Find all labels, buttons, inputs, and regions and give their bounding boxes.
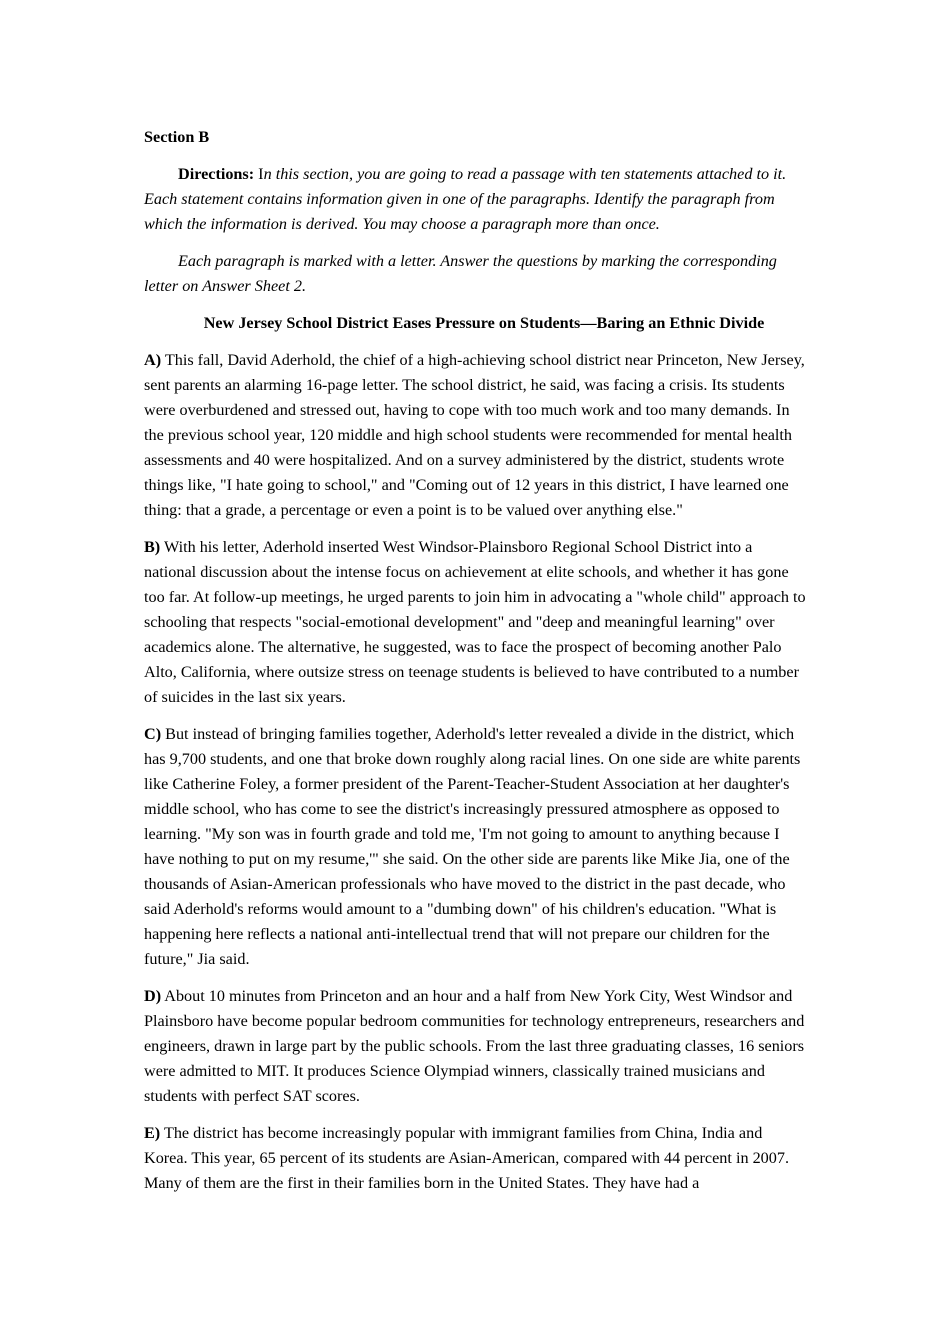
- section-heading: Section B: [144, 128, 210, 146]
- paragraph-letter: D): [144, 987, 162, 1005]
- directions-paragraph: [144, 162, 808, 237]
- passage-paragraph-d: [144, 984, 808, 1109]
- paragraph-text: With his letter, Aderhold inserted West Windsor-Plainsboro Regional School District into a national discussion about the intense focus on achievement at elite schools, and whether it has gone too far. At follow-up meetings, he urged parents to join him in advocating a "whole child" approach to schooling that respects "social-emotional development" and "deep and meaningful learning" over academics alone. The alternative, he suggested, was to face the prospect of becoming another Palo Alto, California, where outsize stress on teenage students is believed to have contributed to a number of suicides in the last six years.: [144, 538, 806, 706]
- paragraph-text: This fall, David Aderhold, the chief of a high-achieving school district near Princeton, New Jersey, sent parents an alarming 16-page letter. The school district, he said, was facing a crisis. Its students were overburdened and stressed out, having to cope with too much work and too many demands. In the previous school year, 120 middle and high school students were recommended for mental health assessments and 40 were hospitalized. And on a survey administered by the district, students wrote things like, "I hate going to school," and "Coming out of 12 years in this district, I have learned one thing: that a grade, a percentage or even a point is to be valued over anything else.": [144, 351, 805, 519]
- directions-instruction: Each paragraph is marked with a letter. Answer the questions by marking the corresponding letter on Answer Sheet 2.: [144, 252, 777, 295]
- paragraph-letter: C): [144, 725, 162, 743]
- paragraph-text: The district has become increasingly popular with immigrant families from China, India and Korea. This year, 65 percent of its students are Asian-American, compared with 44 percent in 2007. Many of them are the first in their families born in the United States. They have had a: [144, 1124, 790, 1192]
- paragraph-text: But instead of bringing families together, Aderhold's letter revealed a divide in the district, which has 9,700 students, and one that broke down roughly along racial lines. On one side are white parents like Catherine Foley, a former president of the Parent-Teacher-Student Association at her daughter's middle school, who has come to see the district's increasingly pressured atmosphere as opposed to learning. "My son was in fourth grade and told me, 'I'm not going to amount to anything because I have nothing to put on my resume,'" she said. On the other side are parents like Mike Jia, one of the thousands of Asian-American professionals who have moved to the district in the past decade, who said Aderhold's reforms would amount to a "dumbing down" of his children's education. "What is happening here reflects a national anti-intellectual trend that will not prepare our children for the future," Jia said.: [144, 725, 801, 968]
- passage-paragraph-c: [144, 722, 808, 972]
- paragraph-text: About 10 minutes from Princeton and an hour and a half from New York City, West Windsor and Plainsboro have become popular bedroom communities for technology entrepreneurs, researchers and engineers, drawn in large part by the public schools. From the last three graduating classes, 16 seniors were admitted to MIT. It produces Science Olympiad winners, classically trained musicians and students with perfect SAT scores.: [144, 987, 805, 1105]
- paragraph-letter: A): [144, 351, 162, 369]
- directions-text: n this section, you are going to read a passage with ten statements attached to it. Each statement contains information given in one of the paragraphs. Identify the paragraph from which the information is derived. You may choose a paragraph more than once.: [144, 165, 787, 233]
- paragraph-letter: E): [144, 1124, 161, 1142]
- paragraph-letter: B): [144, 538, 161, 556]
- passage-title: New Jersey School District Eases Pressure on Students—Baring an Ethnic Divide: [203, 314, 765, 332]
- passage-paragraph-a: [144, 348, 808, 523]
- passage-paragraph-b: [144, 535, 808, 710]
- document-page: [144, 125, 808, 1208]
- directions-first-letter: I: [258, 165, 264, 183]
- directions-label: Directions:: [178, 165, 255, 183]
- passage-paragraph-e: [144, 1121, 808, 1196]
